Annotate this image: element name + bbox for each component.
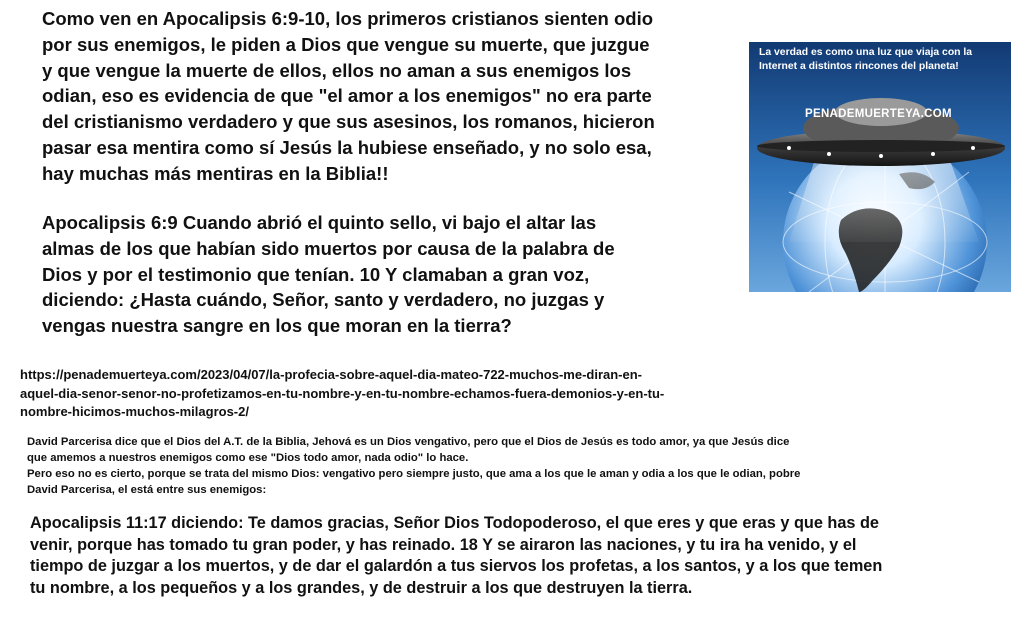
ufo-globe-image: [749, 42, 1011, 292]
text-line: Apocalipsis 11:17 diciendo: Te damos gracias, Señor Dios Todopoderoso, el que eres y que eras y que has de: [30, 514, 879, 532]
text-line: David Parcerisa, el está entre sus enemigos:: [27, 484, 267, 496]
article-url[interactable]: [20, 366, 664, 422]
text-line: venir, porque has tomado tu gran poder, y has reinado. 18 Y se airaron las naciones, y tu ira ha venido, y el: [30, 535, 857, 554]
verse-6-paragraph: [42, 210, 615, 339]
text-line: vengas nuestra sangre en los que moran en la tierra?: [42, 315, 512, 337]
text-line: almas de los que habían sido muertos por causa de la palabra de: [42, 237, 615, 259]
text-line: odian, eso es evidencia de que "el amor a los enemigos" no era parte: [42, 85, 652, 107]
parcerisa-note: [27, 434, 800, 498]
text-line: Como ven en Apocalipsis 6:9-10, los primeros cristianos sienten odio: [42, 8, 654, 29]
text-line: por sus enemigos, le piden a Dios que vengue su muerte, que juzgue: [42, 33, 650, 55]
url-line[interactable]: nombre-hicimos-muchos-milagros-2/: [20, 404, 249, 419]
intro-paragraph: [42, 6, 655, 187]
text-line: tiempo de juzgar a los muertos, y de dar el galardón a tus siervos los profetas, a los santos, y a los que temen: [30, 557, 883, 575]
text-line: y que vengue la muerte de ellos, ellos no aman a sus enemigos los: [42, 59, 632, 81]
url-line[interactable]: aquel-dia-senor-senor-no-profetizamos-en-tu-nombre-y-en-tu-nombre-echamos-fuera-demonios-y-en-tu-: [20, 385, 665, 401]
text-line: del cristianismo verdadero y que sus asesinos, los romanos, hicieron: [42, 111, 655, 133]
verse-11-paragraph: [30, 513, 882, 599]
ufo-over-globe-illustration: [749, 42, 1011, 292]
text-line: tu nombre, a los pequeños y a los grandes, y de destruir a los que destruyen la tierra.: [30, 578, 693, 597]
url-line[interactable]: https://penademuerteya.com/2023/04/07/la-profecia-sobre-aquel-dia-mateo-722-muchos-me-diran-en-: [20, 367, 643, 382]
text-line: David Parcerisa dice que el Dios del A.T. de la Biblia, Jehová es un Dios vengativo, pero que el Dios de Jesús es todo amor, ya que Jesús dice: [27, 436, 790, 448]
image-site-label: PENADEMUERTEYA.COM: [805, 108, 952, 120]
text-line: Pero eso no es cierto, porque se trata del mismo Dios: vengativo pero siempre justo, que ama a los que le aman y odia a los que le odian, pobre: [27, 468, 801, 480]
text-line: hay muchas más mentiras en la Biblia!!: [42, 162, 389, 184]
text-line: Dios y por el testimonio que tenían. 10 Y clamaban a gran voz,: [42, 263, 590, 285]
text-line: Apocalipsis 6:9 Cuando abrió el quinto sello, vi bajo el altar las: [42, 212, 597, 233]
text-line: diciendo: ¿Hasta cuándo, Señor, santo y verdadero, no juzgas y: [42, 289, 605, 311]
image-caption: La verdad es como una luz que viaja con la Internet a distintos rincones del planeta!: [759, 47, 973, 72]
text-line: pasar esa mentira como sí Jesús la hubiese enseñado, y no solo esa,: [42, 136, 652, 158]
text-line: que amemos a nuestros enemigos como ese "Dios todo amor, nada odio" lo hace.: [27, 452, 469, 464]
